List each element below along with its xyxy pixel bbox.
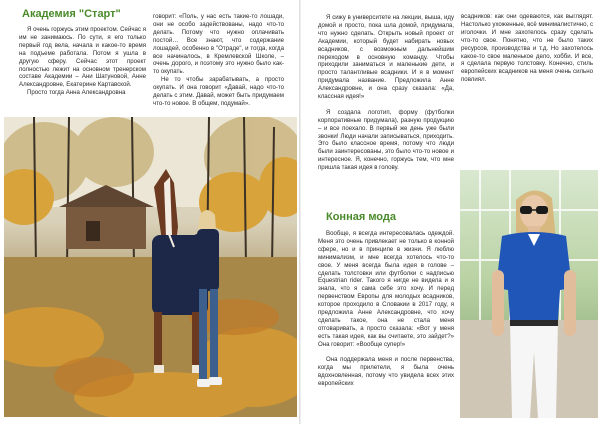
left-column-2 [153,13,284,108]
paragraph: Вообще, я всегда интересовалась одеждой. Меня это очень привлекает не только в конной сфере, но и в принципе в жизни. Я люблю минимализм, и мне всегда хотелось что-то свое. У меня всегда была идея в голове – сделать толстовки или футболки с надписью Equestrian rider. Такого я нигде не видела и я знала, что я сама себе это хочу. И перед первенством Европы для молодых всадников, которое проходило в Словакии в 2017 году, я предложила Анне Александровне, что хочу сделать такое, она не стала меня отговаривать, а просто сказала: «Вот у меня есть такая идея, как вы считаете, это зайдет?» Она говорит: «Вообще супер!» [318,230,454,348]
paragraph: Я создала логотип, форму (футболки корпоративные придумала), разную продукцию – и все поехало. В первый же день уже были звонки! Люди начали записываться, приходить. Это было классное время, потому что люди были заинтересованы, это было что-то новое и интересное. Я, конечно, горжусь тем, что мне пришла такая идея в голову. [318,108,454,172]
section-heading-akademiya-start: Академия "Старт" [22,8,121,20]
paragraph: Просто тогда Анна Александровна [27,89,126,97]
paragraph: всадников: как они одеваются, как выглядят. Настолько ухоженные, всё минималистично, с иголочки. И мне захотелось сразу сделать что-то свое. Понятно, что не было таких ресурсов, производства и т.д. Но захотелось какое-то свое маленькое дело, хобби. И все, я сделала первую толстовку. Конечно, стиль европейских всадников на меня очень сильно повлиял. [461,13,593,84]
photo-illustration [4,117,297,417]
paragraph: Я очень горжусь этим проектом. Сейчас я им не занимаюсь. По сути, я его только первый год вела, начала и какое-то время на подъеме работала. Потом я ушла в другую сферу. Сейчас этот проект полностью лежит на основном тренерском составе Академии – Ани Шатуновой, Анне Александровне, Екатерине Картавской. [19,26,146,89]
right-column-1-top [318,14,454,172]
paragraph: говорит: «Поль, у нас есть такие-то лошади, они не особо задействованы, надо что-то делать. Потому что нужно оплачивать постой… Все знают, что содержание лошадей, особенно в "Отраде", и тогда, когда все начиналось, в Кремлевской Школе, – очень дорого, и поэтому это нужно было как-то окупать. [153,13,284,76]
photo-rider-portrait [460,170,598,418]
paragraph: Я сижу в университете на лекции, выша, иду домой и просто, пока шла домой, придумала, что нужно сделать. Открыть новый проект от Академии, который будет набирать новых всадников, с возможным дальнейшим переходом в основную команду. Чтобы приходили заниматься и маленькие дети, и просто талантливые всадники. И я в момент придумала название. Предложила Анне Александровне, и она сразу сказала: «Да, классная идея!» [318,14,454,101]
paragraph: Она поддержала меня и после первенства, когда мы прилетели, я была очень вдохновленная, потому что увидела всех этих европейских [318,356,454,388]
page-gutter [299,0,301,424]
left-column-1 [19,26,146,97]
right-column-2-top [461,13,593,84]
paragraph: Не то чтобы зарабатывать, а просто окупать. И она говорит «Давай, надо что-то делать с этим. Давай, может быть придумаем что-то новое. В общем, подумай». [153,76,284,107]
photo-illustration [460,170,598,418]
section-heading-konnaya-moda: Конная мода [326,211,396,223]
photo-rider-with-horse [4,117,297,417]
right-column-1-bottom [318,230,454,388]
